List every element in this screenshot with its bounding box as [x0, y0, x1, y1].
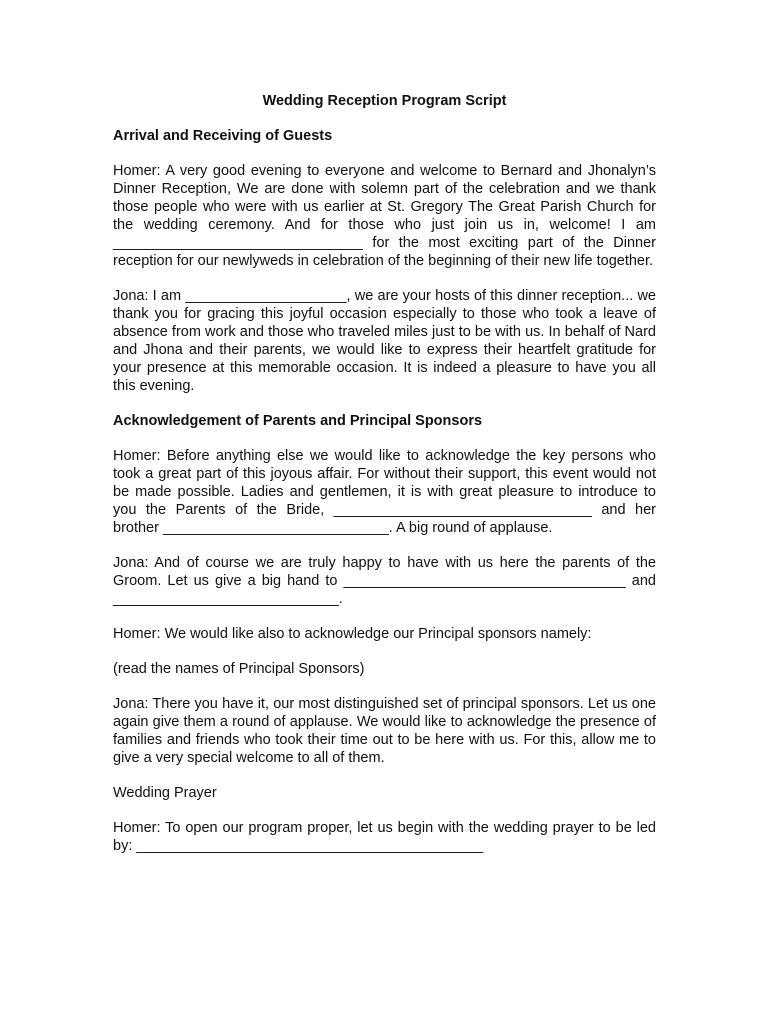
paragraph-jona-hosts: Jona: I am ____________________, we are your hosts of this dinner reception... we thank you for gracing this joyful occasion especially to those who took a leave of absence from work and those who traveled miles just to be with us. In behalf of Nard and Jhona and their parents, we would like to express their heartfelt gratitude for your presence at this memorable occasion. It is indeed a pleasure to have you all this evening. — [113, 288, 656, 394]
section-heading-arrival: Arrival and Receiving of Guests — [113, 128, 333, 144]
paragraph-jona-sponsors-welcome: Jona: There you have it, our most distinguished set of principal sponsors. Let us one again give them a round of applause. We would like to acknowledge the presence of families and friends who took their time out to be here with us. For this, allow me to give a very special welcome to all of them. — [113, 696, 656, 766]
paragraph-homer-sponsors: Homer: We would like also to acknowledge our Principal sponsors namely: — [113, 626, 592, 642]
paragraph-homer-welcome: Homer: A very good evening to everyone and welcome to Bernard and Jhonalyn’s Dinner Reception, We are done with solemn part of the celebration and we thank those people who were with us earlier at St. Gregory The Great Parish Church for the wedding ceremony. And for those who just join us in, welcome! I am _______________________________ for the most exciting part of the Dinner reception for our newlyweds in celebration of the beginning of their new life together. — [113, 163, 656, 269]
paragraph-homer-prayer: Homer: To open our program proper, let us begin with the wedding prayer to be led by: ___________________________________________ — [113, 820, 656, 854]
paragraph-homer-parents-bride: Homer: Before anything else we would like to acknowledge the key persons who took a great part of this joyous affair. For without their support, this event would not be made possible. Ladies and gentlemen, it is with great pleasure to introduce to you the Parents of the Bride, ________________________________ and her brother ____________________________. A big round of applause. — [113, 448, 656, 536]
paragraph-read-sponsors-note: (read the names of Principal Sponsors) — [113, 661, 365, 677]
document-title: Wedding Reception Program Script — [262, 93, 507, 109]
heading-wedding-prayer: Wedding Prayer — [113, 785, 217, 801]
paragraph-jona-parents-groom: Jona: And of course we are truly happy to have with us here the parents of the Groom. Let us give a big hand to ___________________________________ and ____________________________. — [113, 555, 656, 607]
section-heading-acknowledgement: Acknowledgement of Parents and Principal Sponsors — [113, 413, 483, 429]
